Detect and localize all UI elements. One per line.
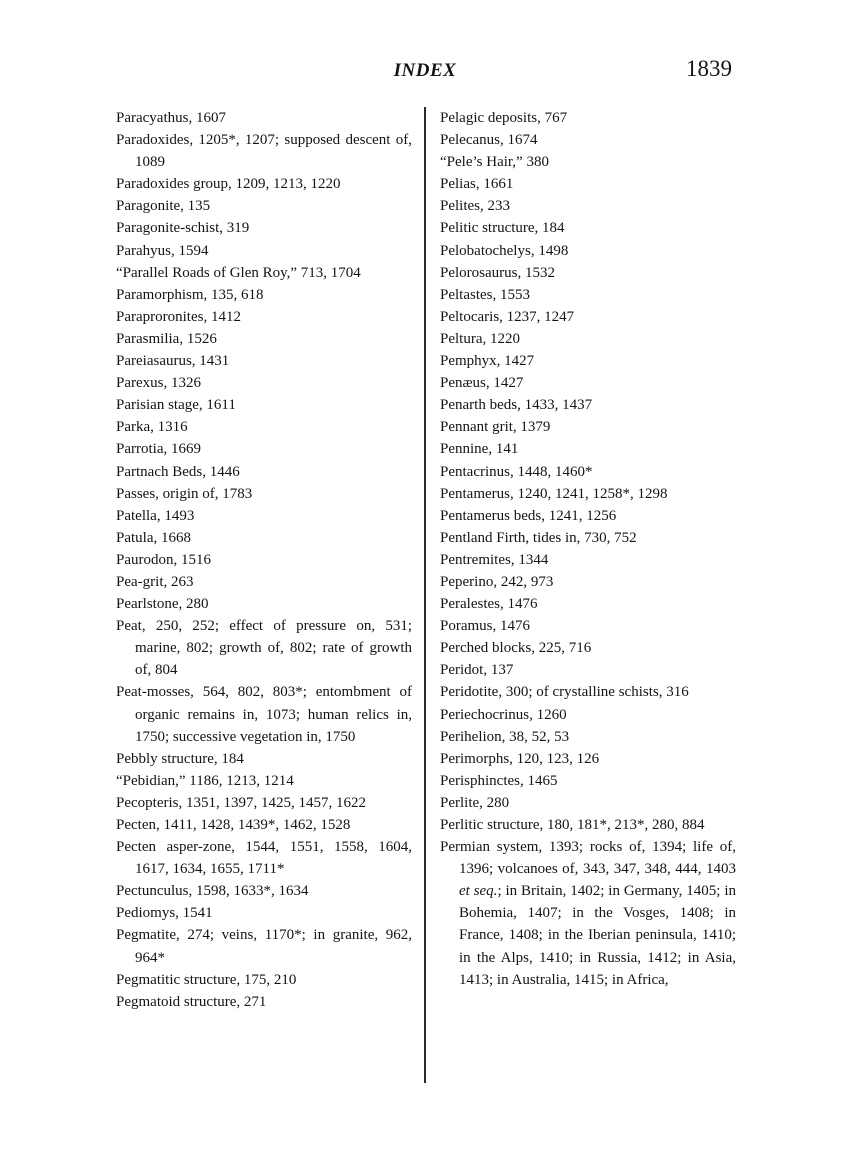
index-entry: Peridot, 137 [440,662,514,679]
index-entry: Pareiasaurus, 1431 [116,353,230,370]
index-entry: Passes, origin of, 1783 [116,485,253,502]
index-entry: Penarth beds, 1433, 1437 [440,397,593,414]
index-entry: Pecten, 1411, 1428, 1439*, 1462, 1528 [116,817,351,833]
index-entry: Paragonite, 135 [116,198,211,215]
index-entry: Paraproronites, 1412 [116,308,241,325]
index-entry: Pegmatoid structure, 271 [116,993,267,1010]
index-entry: Periechocrinus, 1260 [440,706,567,723]
index-entry: Pentremites, 1344 [440,551,549,568]
index-entry: Perched blocks, 225, 716 [440,640,592,657]
index-entry: Perisphinctes, 1465 [440,772,558,789]
index-entry: Pelites, 233 [440,198,510,215]
index-entry: Peltocaris, 1237, 1247 [440,308,575,325]
index-entry: Pentland Firth, tides in, 730, 752 [440,529,637,546]
index-entry: Parrotia, 1669 [116,441,201,458]
index-entry: Parka, 1316 [116,419,188,436]
index-column-right [440,107,736,991]
index-entry: Pectunculus, 1598, 1633*, 1634 [116,883,309,900]
index-entry: Paramorphism, 135, 618 [116,286,264,303]
index-entry: Pentamerus, 1240, 1241, 1258*, 1298 [440,485,668,502]
index-entry: Pebbly structure, 184 [116,750,244,767]
index-entry: Pearlstone, 280 [116,596,209,613]
index-entry: Perlitic structure, 180, 181*, 213*, 280, 884 [440,817,705,833]
index-entry: Patula, 1668 [116,529,191,546]
index-entry: “Pele’s Hair,” 380 [440,154,549,171]
index-entry: Pecten asper-zone, 1544, 1551, 1558, 1604, 1617, 1634, 1655, 1711* [116,839,412,878]
index-entry: Peridotite, 300; of crystalline schists, 316 [440,684,689,701]
index-column-left [116,107,412,1013]
index-entry: Pennant grit, 1379 [440,419,551,436]
index-entry: Partnach Beds, 1446 [116,463,240,480]
index-entry: Pelecanus, 1674 [440,132,538,149]
index-entry: Perimorphs, 120, 123, 126 [440,750,600,767]
index-entry: Pelias, 1661 [440,176,514,193]
index-entry: Perlite, 280 [440,794,510,811]
index-entry: Peat, 250, 252; effect of pressure on, 531; marine, 802; growth of, 802; rate of growth of, 804 [116,618,412,679]
index-entry: Pelagic deposits, 767 [440,110,568,126]
index-entry: Pea-grit, 263 [116,573,194,590]
index-entry: Poramus, 1476 [440,618,530,635]
index-entry: Peralestes, 1476 [440,596,538,613]
index-entry: Parisian stage, 1611 [116,397,236,414]
column-divider [424,107,426,1083]
index-entry: Paracyathus, 1607 [116,110,226,126]
index-entry: Pentamerus beds, 1241, 1256 [440,507,617,524]
index-entry: Pennine, 141 [440,441,519,458]
index-entry: Pentacrinus, 1448, 1460* [440,463,593,480]
index-entry: Penæus, 1427 [440,375,524,392]
index-entry: Parasmilia, 1526 [116,330,217,347]
index-entry: Peltastes, 1553 [440,286,530,303]
index-entry: Pegmatitic structure, 175, 210 [116,971,297,988]
index-entry: Paragonite-schist, 319 [116,220,250,237]
index-entry: Perihelion, 38, 52, 53 [440,728,570,745]
index-entry: Paradoxides group, 1209, 1213, 1220 [116,176,341,193]
index-entry: Peperino, 242, 973 [440,573,554,590]
index-entry: Patella, 1493 [116,507,195,524]
page-number: 1839 [686,56,732,81]
index-entry: “Pebidian,” 1186, 1213, 1214 [116,772,294,789]
index-entry: Pelorosaurus, 1532 [440,264,555,281]
index-entry: Pediomys, 1541 [116,905,213,922]
index-entry: Paurodon, 1516 [116,551,211,568]
page-title: INDEX [393,60,457,81]
index-entry: Peat-mosses, 564, 802, 803*; entombment of organic remains in, 1073; human relics in, 1750; successive vegetation in, 1750 [116,684,412,745]
index-entry: Peltura, 1220 [440,330,520,347]
index-entry: Parahyus, 1594 [116,242,209,259]
index-entry: “Parallel Roads of Glen Roy,” 713, 1704 [116,264,361,281]
index-entry: Pelobatochelys, 1498 [440,242,569,259]
index-entry: Paradoxides, 1205*, 1207; supposed descent of, 1089 [116,132,412,171]
index-entry: Pecopteris, 1351, 1397, 1425, 1457, 1622 [116,794,366,811]
index-entry: Pelitic structure, 184 [440,220,565,237]
index-entry: Permian system, 1393; rocks of, 1394; life of, 1396; volcanoes of, 343, 347, 348, 444, 1403 et seq.; in Britain, 1402; in Germany, 1405; in Bohemia, 1407; in the Vosges, 1408; in France, 1408; in the Iberian peninsula, 1410; in the Alps, 1410; in Russia, 1412; in Asia, 1413; in Australia, 1415; in Africa, [440,839,736,988]
index-entry: Pegmatite, 274; veins, 1170*; in granite, 962, 964* [116,927,412,966]
index-entry: Pemphyx, 1427 [440,353,535,370]
index-entry: Parexus, 1326 [116,375,201,392]
